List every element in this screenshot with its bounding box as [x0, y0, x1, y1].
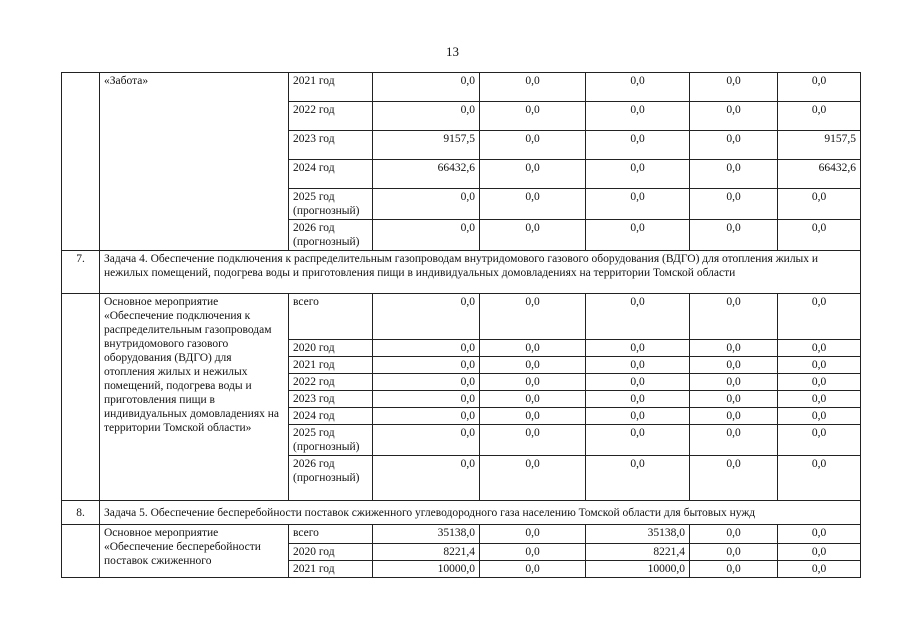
year-cell: 2021 год: [289, 561, 373, 578]
value-cell: 66432,6: [373, 160, 480, 189]
value-cell: 0,0: [690, 340, 778, 357]
value-cell: 0,0: [778, 102, 861, 131]
value-cell: 0,0: [586, 456, 690, 501]
value-cell: 0,0: [690, 189, 778, 220]
task-row: [62, 501, 861, 525]
year-cell: 2026 год (прогнозный): [289, 456, 373, 501]
value-cell: 0,0: [690, 408, 778, 425]
value-cell: 0,0: [373, 391, 480, 408]
value-cell: 35138,0: [373, 525, 480, 544]
value-cell: 0,0: [480, 220, 586, 251]
value-cell: 0,0: [373, 294, 480, 340]
year-cell: 2020 год: [289, 544, 373, 561]
value-cell: 0,0: [690, 374, 778, 391]
value-cell: 0,0: [480, 425, 586, 456]
year-cell: всего: [289, 294, 373, 340]
value-cell: 0,0: [373, 73, 480, 102]
value-cell: 8221,4: [586, 544, 690, 561]
value-cell: 9157,5: [778, 131, 861, 160]
value-cell: 0,0: [778, 73, 861, 102]
measure-name: «Забота»: [100, 73, 289, 251]
year-cell: 2024 год: [289, 408, 373, 425]
value-cell: 0,0: [480, 189, 586, 220]
year-cell: 2025 год (прогнозный): [289, 189, 373, 220]
task-index: 8.: [62, 501, 100, 525]
value-cell: 10000,0: [586, 561, 690, 578]
value-cell: 0,0: [586, 374, 690, 391]
value-cell: 0,0: [373, 408, 480, 425]
value-cell: 0,0: [586, 160, 690, 189]
task-text: Задача 4. Обеспечение подключения к распределительным газопроводам внутридомового газового оборудования (ВДГО) для отопления жилых и нежилых помещений, подогрева воды и приготовления пищи в индивидуальных домовладениях на территории Томской области: [100, 251, 861, 294]
task-text: Задача 5. Обеспечение бесперебойности поставок сжиженного углеводородного газа населению Томской области для бытовых нужд: [100, 501, 861, 525]
value-cell: 0,0: [480, 544, 586, 561]
measure-name: Основное мероприятие «Обеспечение бесперебойности поставок сжиженного: [100, 525, 289, 578]
table-row: [62, 294, 861, 340]
value-cell: 0,0: [586, 357, 690, 374]
value-cell: 0,0: [690, 525, 778, 544]
value-cell: 0,0: [480, 408, 586, 425]
value-cell: 0,0: [690, 561, 778, 578]
value-cell: 0,0: [586, 220, 690, 251]
value-cell: 0,0: [586, 408, 690, 425]
value-cell: 0,0: [778, 340, 861, 357]
measure-name: Основное мероприятие «Обеспечение подключения к распределительным газопроводам внутридомового газового оборудования (ВДГО) для отопления жилых и нежилых помещений, подогрева воды и приготовления пищи в индивидуальных домовладениях на территории Томской области»: [100, 294, 289, 501]
value-cell: 0,0: [480, 294, 586, 340]
year-cell: 2020 год: [289, 340, 373, 357]
value-cell: 9157,5: [373, 131, 480, 160]
value-cell: 0,0: [373, 456, 480, 501]
value-cell: 0,0: [690, 102, 778, 131]
task-index: 7.: [62, 251, 100, 294]
value-cell: 0,0: [373, 425, 480, 456]
task-row: [62, 251, 861, 294]
value-cell: 0,0: [586, 294, 690, 340]
value-cell: 0,0: [690, 357, 778, 374]
value-cell: 0,0: [778, 357, 861, 374]
value-cell: 0,0: [480, 525, 586, 544]
value-cell: 0,0: [778, 220, 861, 251]
index-cell: [62, 525, 100, 578]
value-cell: 0,0: [778, 294, 861, 340]
value-cell: 0,0: [373, 189, 480, 220]
value-cell: 0,0: [690, 425, 778, 456]
value-cell: 0,0: [373, 357, 480, 374]
value-cell: 0,0: [586, 73, 690, 102]
table-row: [62, 525, 861, 544]
table-row: [62, 73, 861, 102]
value-cell: 0,0: [373, 102, 480, 131]
value-cell: 0,0: [480, 340, 586, 357]
budget-table: [61, 72, 861, 578]
value-cell: 0,0: [480, 391, 586, 408]
value-cell: 0,0: [373, 340, 480, 357]
value-cell: 0,0: [586, 391, 690, 408]
year-cell: 2023 год: [289, 131, 373, 160]
value-cell: 0,0: [690, 456, 778, 501]
value-cell: 0,0: [480, 73, 586, 102]
index-cell: [62, 73, 100, 251]
value-cell: 0,0: [373, 374, 480, 391]
value-cell: 0,0: [778, 408, 861, 425]
value-cell: 0,0: [778, 391, 861, 408]
value-cell: 0,0: [690, 294, 778, 340]
value-cell: 0,0: [778, 544, 861, 561]
year-cell: 2023 год: [289, 391, 373, 408]
value-cell: 0,0: [480, 160, 586, 189]
value-cell: 0,0: [690, 73, 778, 102]
value-cell: 0,0: [480, 131, 586, 160]
value-cell: 0,0: [778, 561, 861, 578]
value-cell: 10000,0: [373, 561, 480, 578]
value-cell: 0,0: [586, 425, 690, 456]
value-cell: 0,0: [480, 456, 586, 501]
value-cell: 0,0: [480, 102, 586, 131]
year-cell: всего: [289, 525, 373, 544]
value-cell: 0,0: [373, 220, 480, 251]
year-cell: 2021 год: [289, 73, 373, 102]
value-cell: 0,0: [480, 357, 586, 374]
value-cell: 0,0: [480, 374, 586, 391]
value-cell: 0,0: [778, 189, 861, 220]
value-cell: 0,0: [778, 456, 861, 501]
value-cell: 0,0: [778, 425, 861, 456]
value-cell: 0,0: [586, 131, 690, 160]
value-cell: 0,0: [586, 189, 690, 220]
year-cell: 2024 год: [289, 160, 373, 189]
value-cell: 0,0: [586, 340, 690, 357]
value-cell: 0,0: [690, 544, 778, 561]
year-cell: 2025 год (прогнозный): [289, 425, 373, 456]
value-cell: 0,0: [480, 561, 586, 578]
value-cell: 0,0: [690, 391, 778, 408]
page-number: 13: [446, 44, 459, 59]
value-cell: 35138,0: [586, 525, 690, 544]
value-cell: 0,0: [778, 525, 861, 544]
year-cell: 2021 год: [289, 357, 373, 374]
value-cell: 66432,6: [778, 160, 861, 189]
value-cell: 0,0: [690, 131, 778, 160]
year-cell: 2022 год: [289, 374, 373, 391]
value-cell: 0,0: [586, 102, 690, 131]
year-cell: 2022 год: [289, 102, 373, 131]
value-cell: 0,0: [690, 220, 778, 251]
value-cell: 8221,4: [373, 544, 480, 561]
index-cell: [62, 294, 100, 501]
value-cell: 0,0: [690, 160, 778, 189]
year-cell: 2026 год (прогнозный): [289, 220, 373, 251]
value-cell: 0,0: [778, 374, 861, 391]
